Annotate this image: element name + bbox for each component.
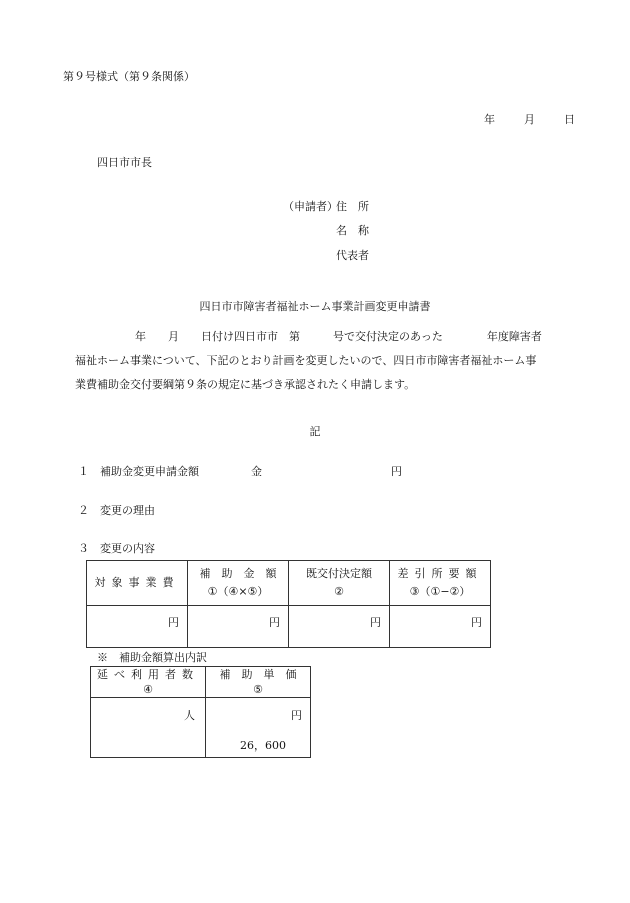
header-unit-price: 補 助 単 価 ⑤ xyxy=(206,667,311,698)
applicant-representative: 代表者 xyxy=(336,249,369,262)
cell-difference-required: 円 xyxy=(390,606,491,648)
applicant-address: 住 所 xyxy=(336,200,369,213)
applicant-name: 名 称 xyxy=(336,224,369,237)
breakdown-table xyxy=(90,666,311,758)
addressee: 四日市市長 xyxy=(97,156,152,169)
item-2-label: ２ 変更の理由 xyxy=(78,504,155,517)
item-1-kin: 金 xyxy=(251,465,262,478)
record-mark: 記 xyxy=(309,425,321,438)
body-line-3: 業費補助金交付要綱第９条の規定に基づき承認されたく申請します。 xyxy=(75,378,416,391)
item-1-label: １ 補助金変更申請金額 xyxy=(78,465,199,478)
date-year: 年 xyxy=(484,113,495,126)
change-content-table xyxy=(86,560,491,648)
item-1-yen: 円 xyxy=(391,465,402,478)
header-difference-required: 差引所要額 ③（①−②） xyxy=(390,561,491,606)
form-number: 第９号様式（第９条関係） xyxy=(63,70,195,83)
applicant-label: （申請者） xyxy=(283,200,338,213)
document-title: 四日市市障害者福祉ホーム事業計画変更申請書 xyxy=(199,300,431,313)
header-users-count: 延べ利用者数 ④ xyxy=(91,667,206,698)
header-already-decided: 既交付決定額 ② xyxy=(289,561,390,606)
header-target-cost: 対象事業費 xyxy=(87,561,188,606)
cell-already-decided: 円 xyxy=(289,606,390,648)
header-subsidy-amount: 補 助 金 額 ①（④×⑤） xyxy=(188,561,289,606)
body-line-1: 年 月 日付け四日市市 第 号で交付決定のあった 年度障害者 xyxy=(135,330,542,343)
cell-subsidy-amount: 円 xyxy=(188,606,289,648)
date-line xyxy=(484,111,575,127)
unit-price-yen: 円 xyxy=(291,709,302,722)
cell-users-count: 人 xyxy=(91,698,206,758)
item-3-label: ３ 変更の内容 xyxy=(78,542,155,555)
date-day: 日 xyxy=(564,113,575,126)
body-line-2: 福祉ホーム事業について、下記のとおり計画を変更したいので、四日市市障害者福祉ホーム事 xyxy=(75,354,537,367)
unit-price-value: 26，600 xyxy=(240,739,286,752)
cell-target-cost: 円 xyxy=(87,606,188,648)
date-month: 月 xyxy=(524,113,535,126)
breakdown-title: ※ 補助金額算出内訳 xyxy=(97,651,207,664)
cell-unit-price xyxy=(206,698,311,758)
